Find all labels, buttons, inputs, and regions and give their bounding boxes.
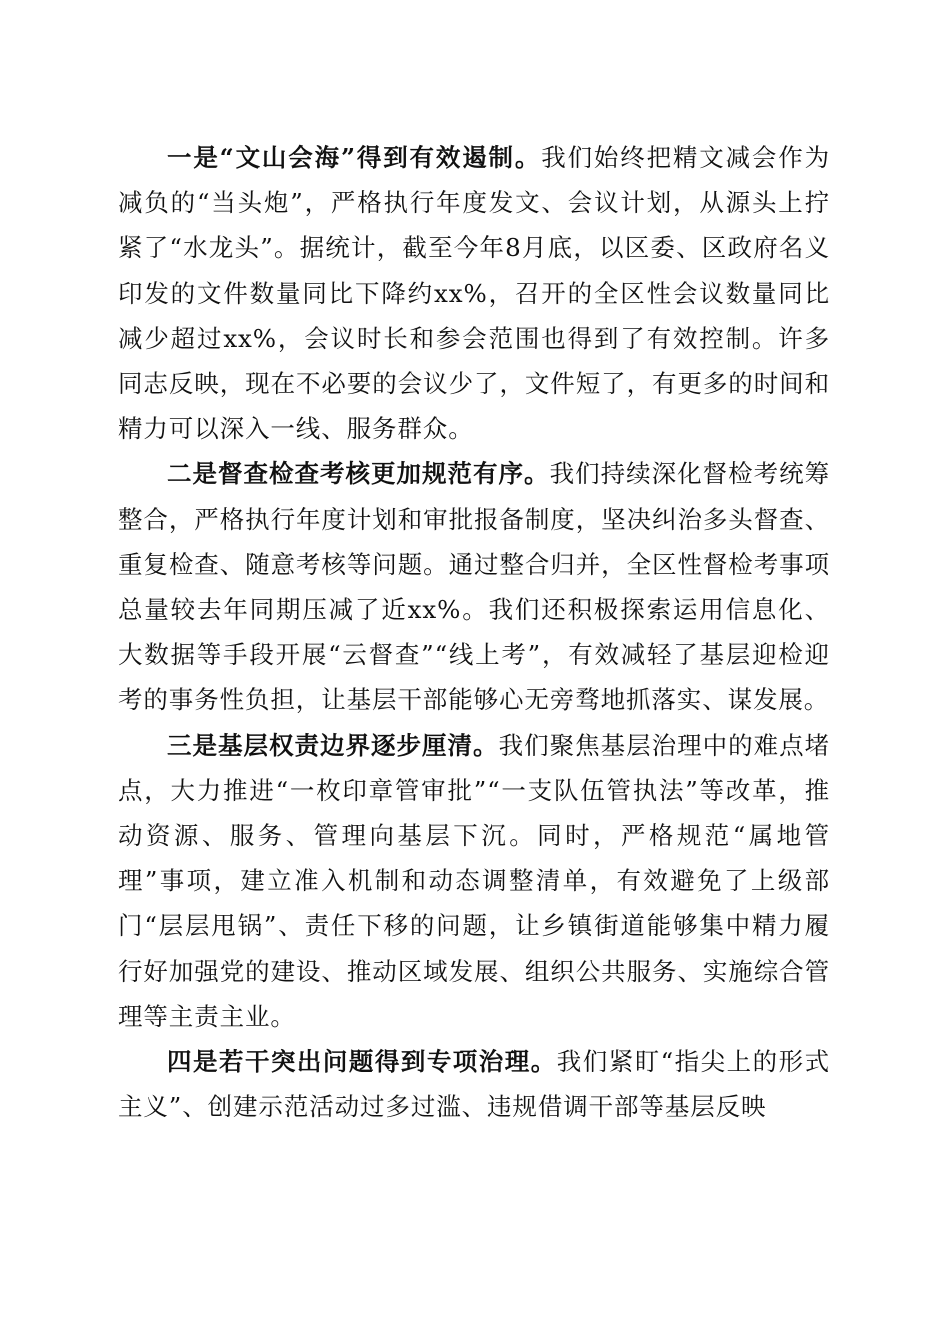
paragraph-4-lead: 四是若干突出问题得到专项治理。	[167, 1047, 557, 1077]
paragraph-2-lead: 二是督查检查考核更加规范有序。	[167, 459, 550, 489]
document-body	[118, 135, 830, 1129]
paragraph-4	[118, 1039, 830, 1129]
paragraph-2	[118, 451, 830, 722]
paragraph-2-body: 我们持续深化督检考统筹整合，严格执行年度计划和审批报备制度，坚决纠治多头督查、重复检查、随意考核等问题。通过整合归并，全区性督检考事项总量较去年同期压减了近xx%。我们还积极探索运用信息化、大数据等手段开展“云督查”“线上考”，有效减轻了基层迎检迎考的事务性负担，让基层干部能够心无旁骛地抓落实、谋发展。	[118, 459, 830, 715]
paragraph-1-lead: 一是“文山会海”得到有效遏制。	[167, 143, 542, 172]
paragraph-3-lead: 三是基层权责边界逐步厘清。	[167, 730, 499, 760]
paragraph-1	[118, 135, 830, 451]
paragraph-3	[118, 723, 830, 1039]
paragraph-4-body: 我们紧盯“指尖上的形式主义”、创建示范活动过多过滥、违规借调干部等基层反映	[118, 1047, 830, 1122]
paragraph-3-body: 我们聚焦基层治理中的难点堵点，大力推进“一枚印章管审批”“一支队伍管执法”等改革，推动资源、服务、管理向基层下沉。同时，严格规范“属地管理”事项，建立准入机制和动态调整清单，有效避免了上级部门“层层甩锅”、责任下移的问题，让乡镇街道能够集中精力履行好加强党的建设、推动区域发展、组织公共服务、实施综合管理等主责主业。	[118, 730, 831, 1031]
paragraph-1-body: 我们始终把精文减会作为减负的“当头炮”，严格执行年度发文、会议计划，从源头上拧紧了“水龙头”。据统计，截至今年8月底，以区委、区政府名义印发的文件数量同比下降约xx%，召开的全区性会议数量同比减少超过xx%，会议时长和参会范围也得到了有效控制。许多同志反映，现在不必要的会议少了，文件短了，有更多的时间和精力可以深入一线、服务群众。	[118, 143, 830, 444]
